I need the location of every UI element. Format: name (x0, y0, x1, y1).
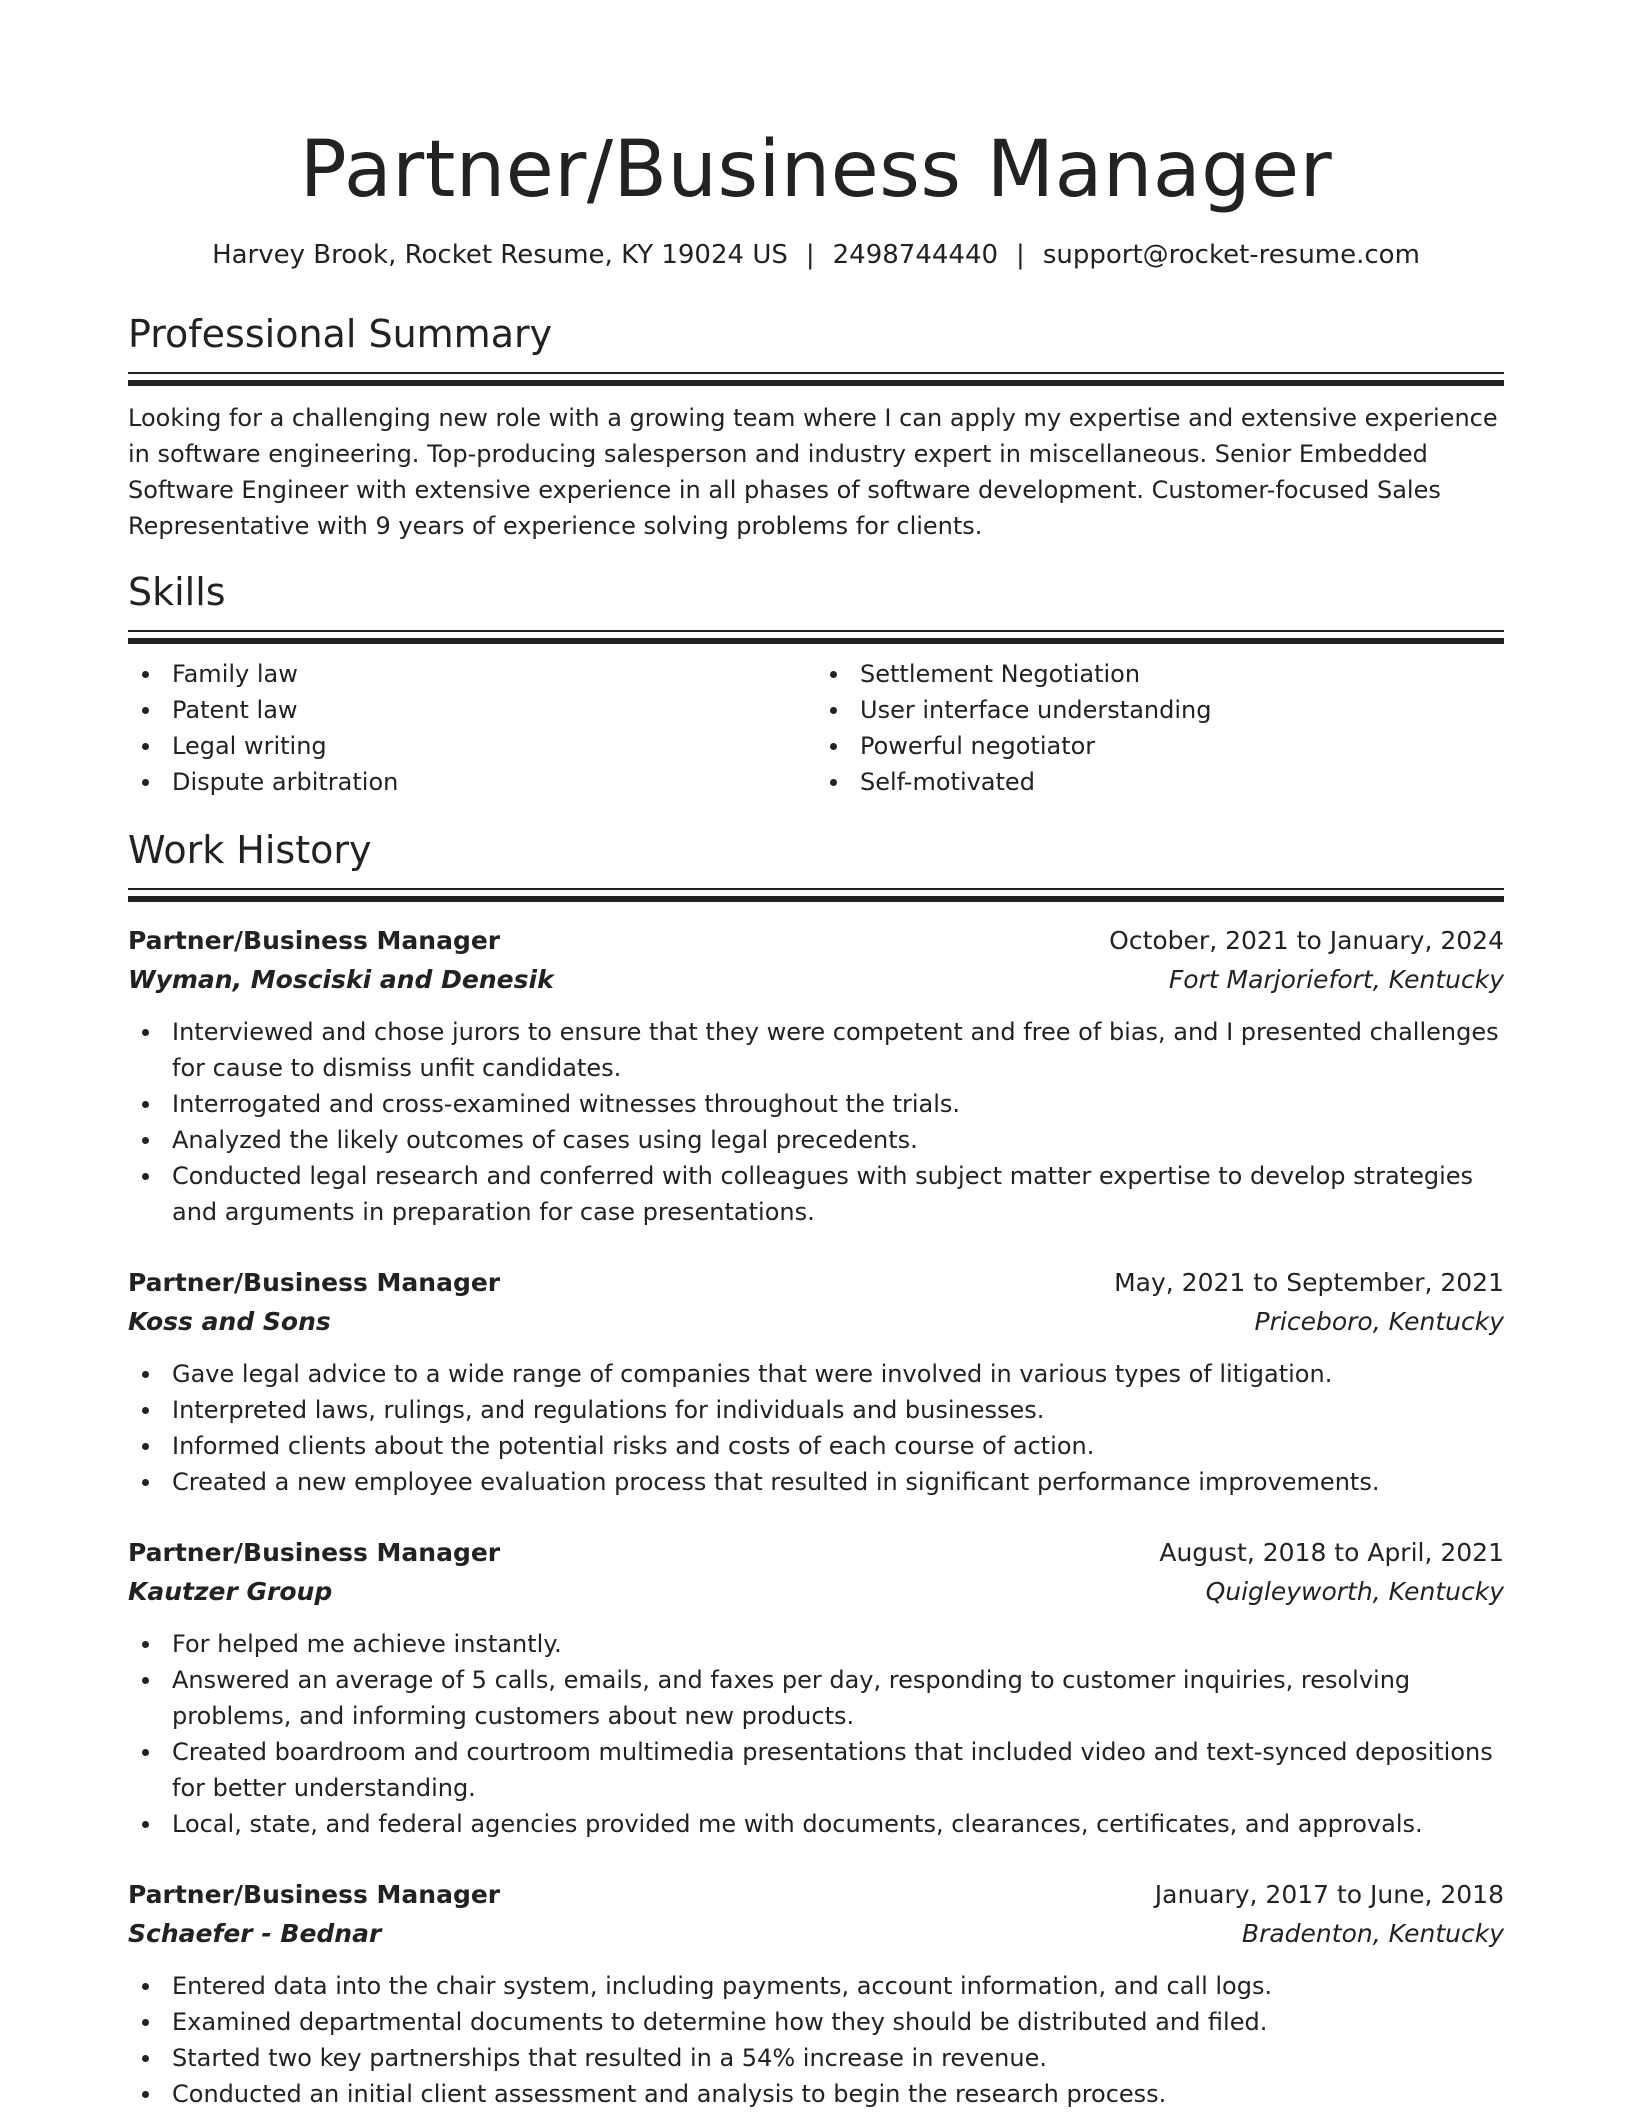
contact-line (128, 238, 1504, 272)
job-duty-item: Entered data into the chair system, including payments, account information, and call logs. (128, 1968, 1504, 2004)
section-heading-summary: Professional Summary (128, 312, 553, 356)
job-duties-list (128, 1356, 1504, 1500)
skills-column-right (816, 656, 1504, 800)
section-divider (128, 372, 1504, 386)
job-duties-list (128, 1014, 1504, 1230)
job-duty-item: For helped me achieve instantly. (128, 1626, 1504, 1662)
job-duties-list (128, 1626, 1504, 1842)
job-dates: August, 2018 to April, 2021 (1159, 1538, 1504, 1567)
job-subheader-row (128, 960, 1504, 1000)
job-header-row (128, 1264, 1504, 1302)
job-duty-item: Started two key partnerships that resulted in a 54% increase in revenue. (128, 2040, 1504, 2076)
skill-item: Self-motivated (816, 764, 1504, 800)
job-duty-item: Created a new employee evaluation process that resulted in significant performance improvements. (128, 1464, 1504, 1500)
job-company: Schaefer - Bednar (128, 1919, 382, 1948)
skills-section (128, 568, 1504, 800)
job-duty-item: Gave legal advice to a wide range of companies that were involved in various types of litigation. (128, 1356, 1504, 1392)
job-entry (128, 1876, 1504, 2112)
job-duty-item: Conducted legal research and conferred with colleagues with subject matter expertise to develop strategies and arguments in preparation for case presentations. (128, 1158, 1504, 1230)
contact-separator: | (805, 240, 815, 270)
job-location: Quigleyworth, Kentucky (1205, 1577, 1504, 1606)
job-location: Fort Marjoriefort, Kentucky (1168, 965, 1504, 994)
section-heading-work: Work History (128, 828, 372, 872)
contact-separator: | (1016, 240, 1025, 270)
job-duty-item: Analyzed the likely outcomes of cases using legal precedents. (128, 1122, 1504, 1158)
job-title: Partner/Business Manager (128, 1880, 501, 1909)
job-header-row (128, 1534, 1504, 1572)
skill-item: Dispute arbitration (128, 764, 816, 800)
contact-email: support@rocket-resume.com (1042, 240, 1420, 270)
job-entry (128, 1534, 1504, 1842)
skill-item: Family law (128, 656, 816, 692)
job-duty-item: Answered an average of 5 calls, emails, and faxes per day, responding to customer inquiries, resolving problems, and informing customers about new products. (128, 1662, 1504, 1734)
skills-list-right (816, 656, 1504, 800)
skill-item: Powerful negotiator (816, 728, 1504, 764)
contact-address: Harvey Brook, Rocket Resume, KY 19024 US (212, 240, 788, 270)
resume-name: Partner/Business Manager (299, 125, 1333, 215)
work-history-section (128, 826, 1504, 2112)
skill-item: Settlement Negotiation (816, 656, 1504, 692)
job-duty-item: Local, state, and federal agencies provided me with documents, clearances, certificates, and approvals. (128, 1806, 1504, 1842)
job-header-row (128, 1876, 1504, 1914)
skills-list-left (128, 656, 816, 800)
skill-item: Legal writing (128, 728, 816, 764)
job-entry (128, 1264, 1504, 1500)
skills-column-left (128, 656, 816, 800)
job-entry (128, 922, 1504, 1230)
job-duty-item: Informed clients about the potential risks and costs of each course of action. (128, 1428, 1504, 1464)
job-duty-item: Conducted an initial client assessment and analysis to begin the research process. (128, 2076, 1504, 2112)
job-title: Partner/Business Manager (128, 1268, 501, 1297)
job-title: Partner/Business Manager (128, 926, 501, 955)
job-subheader-row (128, 1302, 1504, 1342)
job-dates: January, 2017 to June, 2018 (1154, 1880, 1504, 1909)
job-company: Kautzer Group (128, 1577, 333, 1606)
job-duty-item: Interrogated and cross-examined witnesses throughout the trials. (128, 1086, 1504, 1122)
skill-item: User interface understanding (816, 692, 1504, 728)
job-subheader-row (128, 1914, 1504, 1954)
job-company: Koss and Sons (128, 1307, 331, 1336)
job-location: Priceboro, Kentucky (1254, 1307, 1504, 1336)
skill-item: Patent law (128, 692, 816, 728)
section-heading-skills: Skills (128, 570, 226, 614)
job-dates: May, 2021 to September, 2021 (1114, 1268, 1504, 1297)
job-header-row (128, 922, 1504, 960)
job-duties-list (128, 1968, 1504, 2112)
resume-page (128, 0, 1504, 2112)
job-dates: October, 2021 to January, 2024 (1109, 926, 1504, 955)
job-title: Partner/Business Manager (128, 1538, 501, 1567)
section-divider (128, 888, 1504, 902)
section-divider (128, 630, 1504, 644)
job-location: Bradenton, Kentucky (1241, 1919, 1504, 1948)
professional-summary-section (128, 310, 1504, 544)
job-duty-item: Interpreted laws, rulings, and regulations for individuals and businesses. (128, 1392, 1504, 1428)
job-duty-item: Created boardroom and courtroom multimedia presentations that included video and text-synced depositions for better understanding. (128, 1734, 1504, 1806)
job-duty-item: Examined departmental documents to determine how they should be distributed and filed. (128, 2004, 1504, 2040)
job-company: Wyman, Mosciski and Denesik (128, 965, 554, 994)
job-duty-item: Interviewed and chose jurors to ensure that they were competent and free of bias, and I presented challenges for cause to dismiss unfit candidates. (128, 1014, 1504, 1086)
skills-columns (128, 656, 1504, 800)
contact-phone: 2498744440 (832, 240, 999, 270)
job-subheader-row (128, 1572, 1504, 1612)
summary-text: Looking for a challenging new role with a growing team where I can apply my expertise and extensive experience in software engineering. Top-producing salesperson and industry expert in miscellaneous. Senior Embedded Software Engineer with extensive experience in all phases of software development. Customer-focused Sales Representative with 9 years of experience solving problems for clients. (128, 404, 1498, 540)
